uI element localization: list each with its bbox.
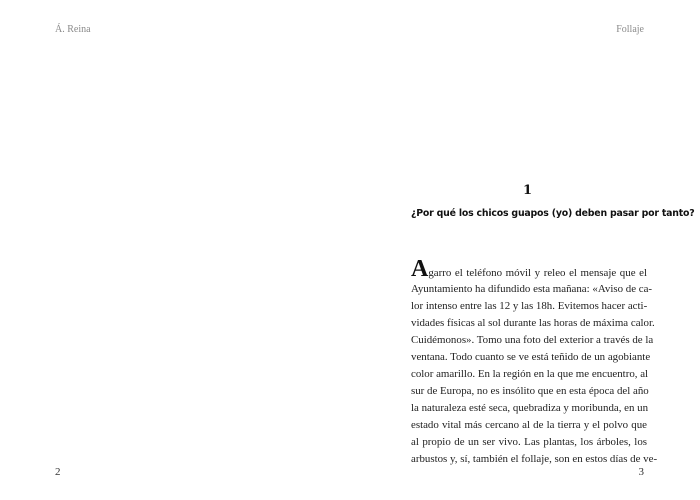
body-line: la naturaleza esté seca, quebradiza y moribunda, en un xyxy=(411,402,649,414)
running-head-title: Follaje xyxy=(616,24,644,35)
body-line: Cuidémonos». Tomo una foto del exterior a través de la xyxy=(411,334,654,346)
right-page xyxy=(350,0,700,500)
chapter-title: ¿Por qué los chicos guapos (yo) deben pasar por tanto? xyxy=(411,208,695,219)
body-line: vidades físicas al sol durante las horas de máxima calor. xyxy=(411,317,655,329)
body-line: color amarillo. En la región en la que me encuentro, al xyxy=(411,368,649,380)
chapter-number: 1 xyxy=(522,183,533,198)
body-line: sur de Europa, no es insólito que en esta época del año xyxy=(411,385,649,397)
first-line-text: garro el teléfono móvil y releo el mensaje que el xyxy=(428,267,647,279)
body-line: ventana. Todo cuanto se ve está teñido de un agobiante xyxy=(411,351,651,363)
body-line: arbustos y, sí, también el follaje, son en estos días de ve- xyxy=(411,453,658,465)
body-line: lor intenso entre las 12 y las 18h. Evitemos hacer acti- xyxy=(411,300,648,312)
body-line-1 xyxy=(411,257,647,281)
body-line: al propio de un ser vivo. Las plantas, los árboles, los xyxy=(411,436,647,448)
drop-cap: A xyxy=(411,256,429,282)
body-line: Ayuntamiento ha difundido esta mañana: «Aviso de ca- xyxy=(411,283,653,295)
body-text xyxy=(411,256,658,468)
running-head-author: Á. Reina xyxy=(55,24,91,35)
body-line: estado vital más cercano al de la tierra y el polvo que xyxy=(411,419,647,431)
page-number-right: 3 xyxy=(638,466,644,478)
page-number-left: 2 xyxy=(55,466,61,478)
